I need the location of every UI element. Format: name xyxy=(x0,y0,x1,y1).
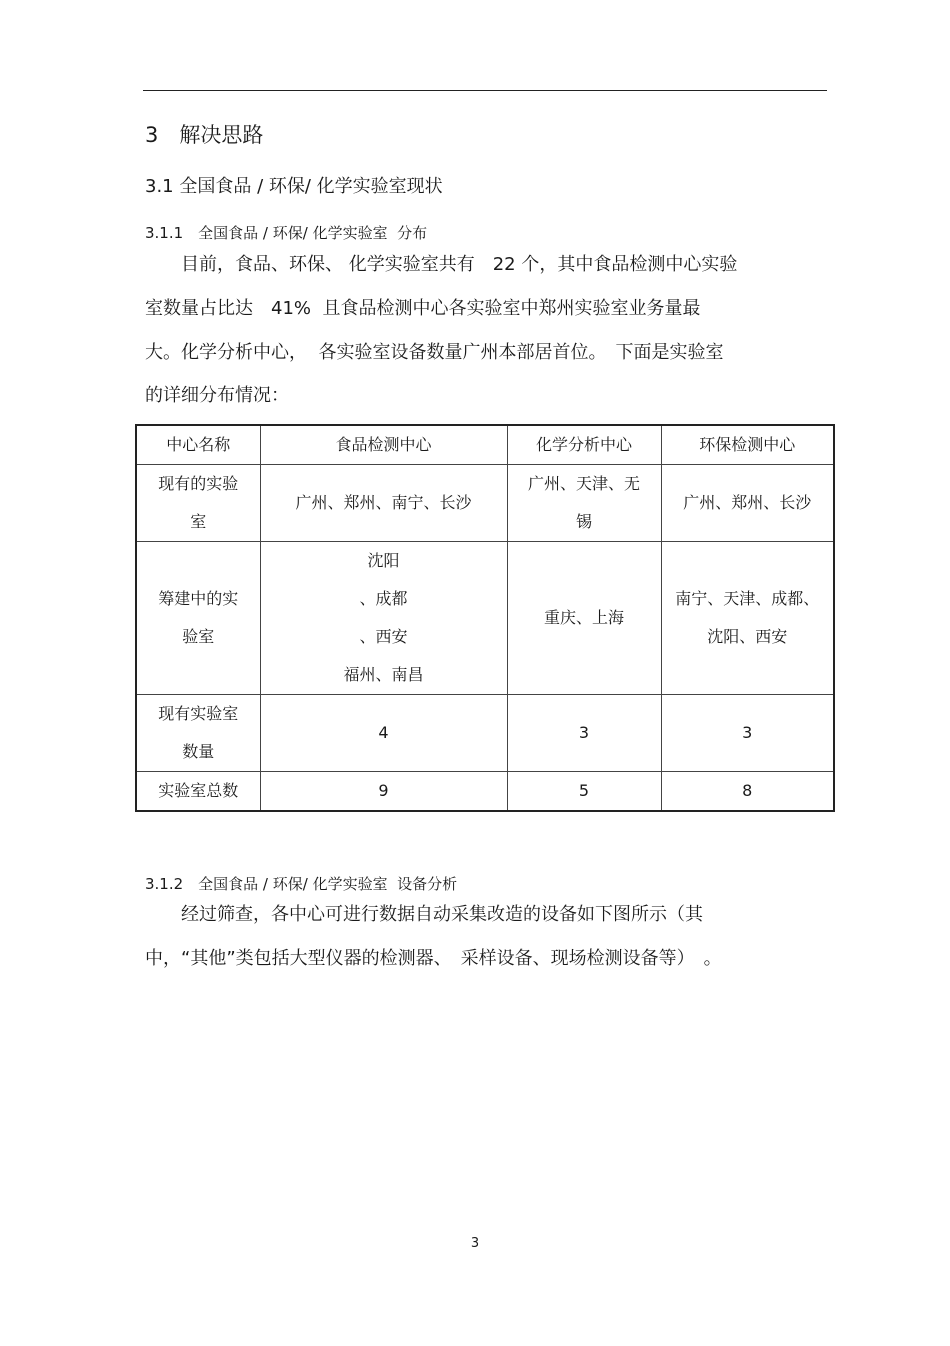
paragraph-line: 经过筛查，各中心可进行数据自动采集改造的设备如下图所示（其 xyxy=(145,904,703,925)
table-row xyxy=(136,542,834,695)
table-cell: 广州、郑州、南宁、长沙 xyxy=(260,465,507,542)
row-label: 实验室总数 xyxy=(136,772,260,812)
table-cell: 5 xyxy=(507,772,661,812)
table-cell: 4 xyxy=(260,695,507,772)
paragraph-line: 的详细分布情况： xyxy=(145,385,289,406)
table-cell: 3 xyxy=(507,695,661,772)
paragraph-line: 大。化学分析中心， 各实验室设备数量广州本部居首位。 下面是实验室 xyxy=(145,342,724,363)
section-heading: 3 解决思路 xyxy=(145,123,264,147)
table-row xyxy=(136,465,834,542)
table-cell: 广州、郑州、长沙 xyxy=(661,465,834,542)
paragraph-line: 室数量占比达 41% 且食品检测中心各实验室中郑州实验室业务量最 xyxy=(145,298,701,319)
header-chem-center: 化学分析中心 xyxy=(507,425,661,465)
table-row xyxy=(136,772,834,812)
subsubsection-heading-distribution: 3.1.1 全国食品 / 环保/ 化学实验室 分布 xyxy=(145,224,428,242)
table-cell: 9 xyxy=(260,772,507,812)
table-row xyxy=(136,695,834,772)
subsection-heading: 3.1 全国食品 / 环保/ 化学实验室现状 xyxy=(145,176,443,197)
row-label: 现有的实验 室 xyxy=(136,465,260,542)
page-number: 3 xyxy=(470,1236,480,1251)
table-cell: 南宁、天津、成都、 沈阳、西安 xyxy=(661,542,834,695)
table-cell: 3 xyxy=(661,695,834,772)
lab-distribution-table xyxy=(135,424,835,812)
paragraph-line: 中，“其他”类包括大型仪器的检测器、 采样设备、现场检测设备等） 。 xyxy=(145,948,722,969)
header-env-center: 环保检测中心 xyxy=(661,425,834,465)
row-label: 现有实验室 数量 xyxy=(136,695,260,772)
row-label: 筹建中的实 验室 xyxy=(136,542,260,695)
table-header-row xyxy=(136,425,834,465)
header-food-center: 食品检测中心 xyxy=(260,425,507,465)
header-center-name: 中心名称 xyxy=(136,425,260,465)
header-rule xyxy=(143,90,827,91)
table-cell: 8 xyxy=(661,772,834,812)
table-cell: 广州、天津、无 锡 xyxy=(507,465,661,542)
table-cell: 重庆、上海 xyxy=(507,542,661,695)
paragraph-line: 目前，食品、环保、 化学实验室共有 22 个，其中食品检测中心实验 xyxy=(145,254,738,275)
subsubsection-heading-equipment: 3.1.2 全国食品 / 环保/ 化学实验室 设备分析 xyxy=(145,875,458,893)
table-cell: 沈阳 、成都 、西安 福州、南昌 xyxy=(260,542,507,695)
